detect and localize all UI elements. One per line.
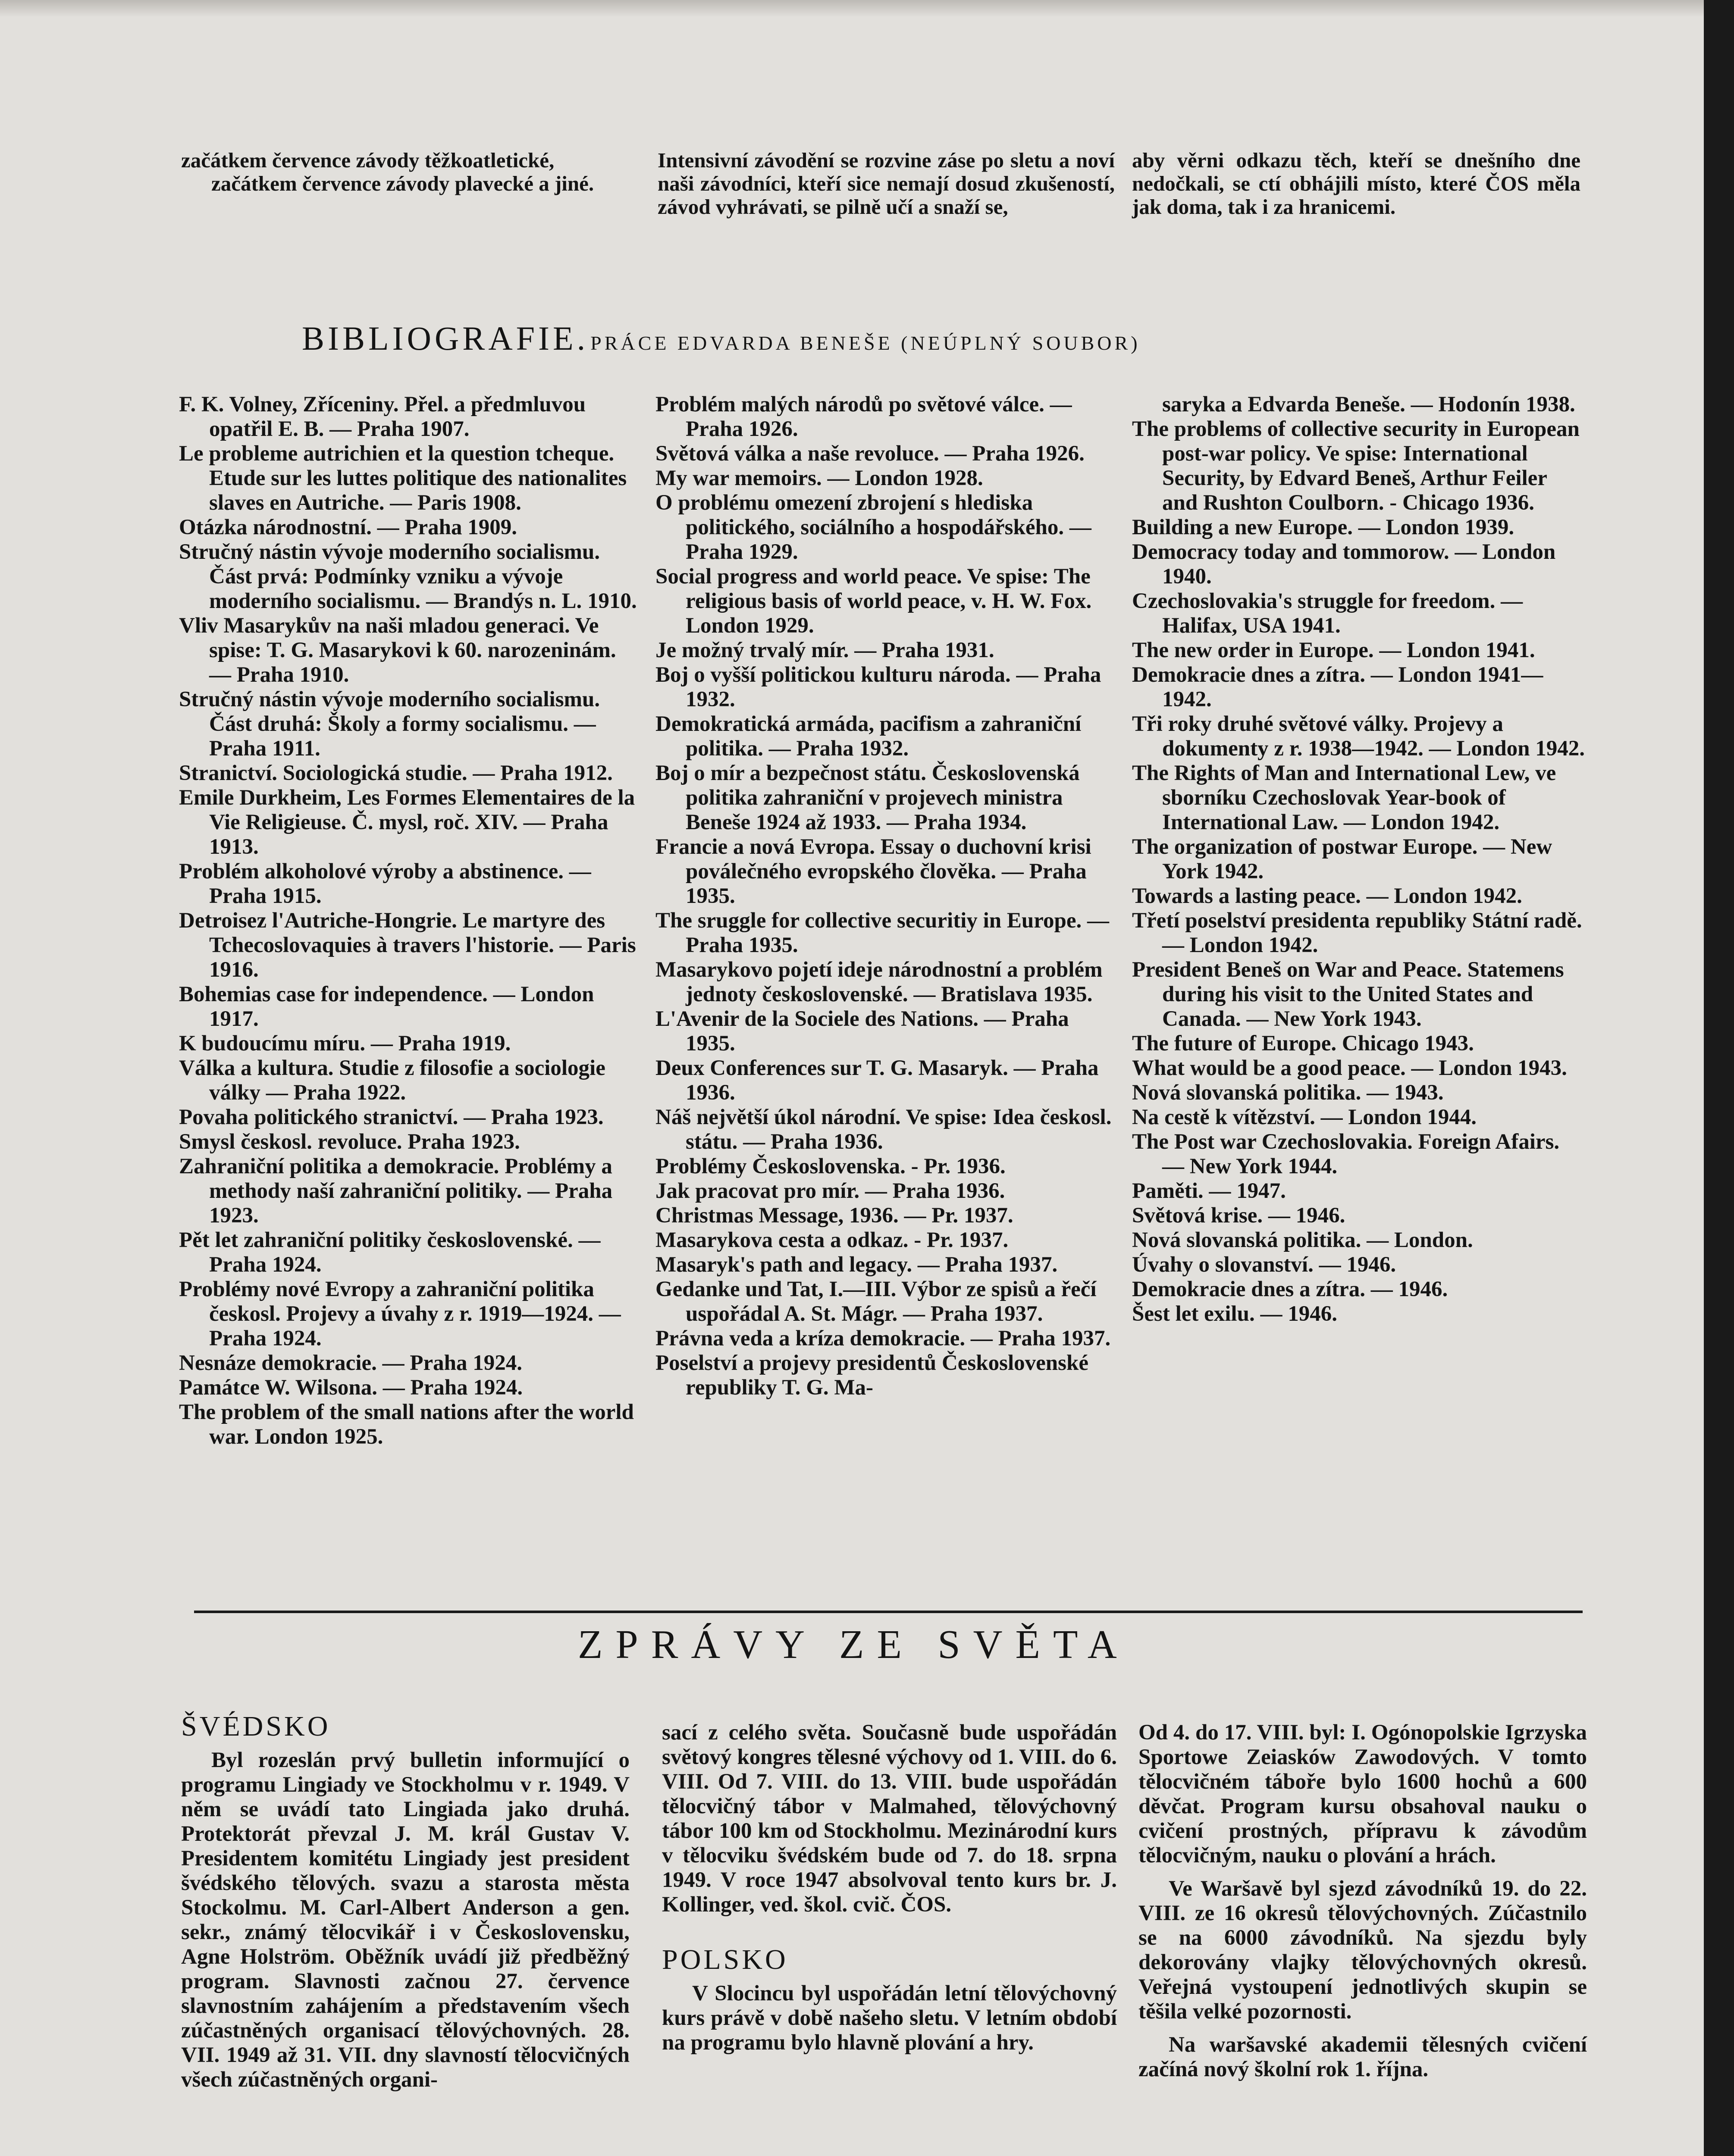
bibliography-entry: Building a new Europe. — London 1939. <box>1132 515 1515 539</box>
bibliography-subtitle: PRÁCE EDVARDA BENEŠE (NEÚPLNÝ SOUBOR) <box>590 332 1141 354</box>
bibliography-heading <box>302 319 1141 358</box>
bibliography-entry: Třetí poselství presidenta republiky Státní radě. — London 1942. <box>1132 909 1582 957</box>
sweden-article-text: Byl rozeslán prvý bulletin informující o programu Lingiady ve Stockholmu v r. 1949. V něm se uvádí tato Lingiada jako druhá. Protektorát převzal J. M. král Gustav V. Presidentem komitétu Lingiady jest president švédského tělových. svazu a starosta města Stockolmu. M. Carl-Albert Anderson a gen. sekr., známý tělocvikář i v Československu, Agne Holström. Oběžník uvádí již předběžný program. Slavnosti začnou 27. července slavnostním zahájením a představením všech zúčastněných organisací tělovýchovných. 28. VII. 1949 až 31. VII. dny slavností tělocvičných všech zúčastněných organi- <box>181 1748 630 2092</box>
bibliography-entry: Nová slovanská politika. — 1943. <box>1132 1081 1444 1105</box>
bibliography-entry: Světová krise. — 1946. <box>1132 1203 1345 1228</box>
top-fragment-col-3 <box>1132 149 1580 219</box>
bibliography-entry: Stručný nástin vývoje moderního socialismu. Část prvá: Podmínky vzniku a vývoje moderního socialismu. — Brandýs n. L. 1910. <box>179 540 637 613</box>
bibliography-entry: Masaryk's path and legacy. — Praha 1937. <box>655 1253 1058 1277</box>
bibliography-entry: Demokracie dnes a zítra. — 1946. <box>1132 1277 1448 1301</box>
bibliography-entry: Pět let zahraniční politiky československé. — Praha 1924. <box>179 1228 601 1277</box>
top-fragment-line: začátkem července závody plavecké a jiné. <box>211 172 594 195</box>
bibliography-entry: Emile Durkheim, Les Formes Elementaires de la Vie Religieuse. Č. mysl, roč. XIV. — Praha 1913. <box>179 786 635 859</box>
bibliography-entry: Je možný trvalý mír. — Praha 1931. <box>655 638 994 662</box>
bibliography-entry: Povaha politického stranictví. — Praha 1923. <box>179 1105 604 1129</box>
bibliography-column-2 <box>655 392 1117 1400</box>
bibliography-entry: Detroisez l'Autriche-Hongrie. Le martyre des Tchecoslovaquies à travers l'historie. — Paris 1916. <box>179 909 636 982</box>
bibliography-entry: Jak pracovat pro mír. — Praha 1936. <box>655 1179 1005 1203</box>
bibliography-entry: President Beneš on War and Peace. Statemens during his visit to the United States and Canada. — New York 1943. <box>1132 958 1564 1031</box>
bibliography-entry: The problem of the small nations after the world war. London 1925. <box>179 1400 634 1449</box>
bibliography-entry: Problém malých národů po světové válce. — Praha 1926. <box>655 392 1072 441</box>
bibliography-entry: Poselství a projevy presidentů Československé republiky T. G. Ma- <box>655 1351 1088 1400</box>
bibliography-entry: Otázka národnostní. — Praha 1909. <box>179 515 517 539</box>
bibliography-entry: Problémy nové Evropy a zahraniční politika českosl. Projevy a úvahy z r. 1919—1924. — Praha 1924. <box>179 1277 621 1351</box>
bibliography-entry: Stručný nástin vývoje moderního socialismu. Část druhá: Školy a formy socialismu. — Praha 1911. <box>179 687 600 761</box>
bibliography-entry: What would be a good peace. — London 1943. <box>1132 1056 1567 1080</box>
bibliography-column-3-entries <box>1132 417 1585 1326</box>
bibliography-entry: Towards a lasting peace. — London 1942. <box>1132 884 1522 908</box>
bibliography-entry: Czechoslovakia's struggle for freedom. — Halifax, USA 1941. <box>1132 589 1523 638</box>
bibliography-entry: The organization of postwar Europe. — New York 1942. <box>1132 835 1552 884</box>
bibliography-entry: Masarykova cesta a odkaz. - Pr. 1937. <box>655 1228 1009 1252</box>
bibliography-entry: Válka a kultura. Studie z filosofie a sociologie války — Praha 1922. <box>179 1056 605 1105</box>
news-column-2 <box>662 1720 1117 2055</box>
bibliography-entry: F. K. Volney, Zříceniny. Přel. a předmluvou opatřil E. B. — Praha 1907. <box>179 392 586 441</box>
bibliography-entry: L'Avenir de la Sociele des Nations. — Praha 1935. <box>655 1007 1069 1056</box>
bibliography-column-1 <box>179 392 643 1449</box>
bibliography-entry: Nová slovanská politika. — London. <box>1132 1228 1473 1252</box>
bibliography-entry: Francie a nová Evropa. Essay o duchovní krisi poválečného evropského člověka. — Praha 1935. <box>655 835 1091 908</box>
bibliography-entry: Masarykovo pojetí ideje národnostní a problém jednoty československé. — Bratislava 1935. <box>655 958 1103 1006</box>
bibliography-entry: Demokratická armáda, pacifism a zahraniční politika. — Praha 1932. <box>655 712 1082 761</box>
bibliography-entry: The future of Europe. Chicago 1943. <box>1132 1031 1474 1056</box>
bibliography-entry-continued: saryka a Edvarda Beneše. — Hodonín 1938. <box>1162 392 1575 417</box>
bibliography-entry: Stranictví. Sociologická studie. — Praha 1912. <box>179 761 613 785</box>
bibliography-entry: Social progress and world peace. Ve spise: The religious basis of world peace, v. H. W. Fox. London 1929. <box>655 564 1092 638</box>
bibliography-entry: The problems of collective security in European post-war policy. Ve spise: International Security, by Edvard Beneš, Arthur Feiler and Rushton Coulborn. - Chicago 1936. <box>1132 417 1580 515</box>
bibliography-entry: My war memoirs. — London 1928. <box>655 466 983 490</box>
top-fragment-col-1 <box>181 149 638 195</box>
bibliography-entry: Nesnáze demokracie. — Praha 1924. <box>179 1351 523 1375</box>
top-fragment-text: aby věrni odkazu těch, kteří se dnešního dne nedočkali, se ctí obhájili místo, které ČOS měla jak doma, tak i za hranicemi. <box>1132 148 1580 219</box>
bibliography-entry: Deux Conferences sur T. G. Masaryk. — Praha 1936. <box>655 1056 1099 1105</box>
bibliography-entry: The new order in Europe. — London 1941. <box>1132 638 1535 662</box>
bibliography-entry: Problém alkoholové výroby a abstinence. — Praha 1915. <box>179 859 591 908</box>
bibliography-entry: Památce W. Wilsona. — Praha 1924. <box>179 1376 523 1400</box>
bibliography-entry: The sruggle for collective securitiy in Europe. — Praha 1935. <box>655 909 1109 957</box>
news-section-title: ZPRÁVY ZE SVĚTA <box>578 1622 1130 1667</box>
top-fragment-line: začátkem července závody těžkoatletické, <box>181 148 555 172</box>
bibliography-entry: Problémy Československa. - Pr. 1936. <box>655 1154 1006 1178</box>
bibliography-entry: Demokracie dnes a zítra. — London 1941—1942. <box>1132 663 1543 711</box>
bibliography-entry: The Post war Czechoslovakia. Foreign Afairs. — New York 1944. <box>1132 1130 1560 1178</box>
scan-top-shadow <box>0 0 1734 17</box>
bibliography-entry: Světová válka a naše revoluce. — Praha 1926. <box>655 442 1085 466</box>
bibliography-entry: Christmas Message, 1936. — Pr. 1937. <box>655 1203 1013 1228</box>
news-column-1 <box>181 1711 630 2092</box>
sweden-heading: ŠVÉDSKO <box>181 1711 331 1742</box>
poland-paragraph-1: V Slocincu byl uspořádán letní tělovýchovný kurs právě v době našeho sletu. V letním období na programu bylo hlavně plování a hry. <box>662 1981 1117 2055</box>
bibliography-entry: Democracy today and tommorow. — London 1940. <box>1132 540 1556 589</box>
bibliography-entry: Právna veda a kríza demokracie. — Praha 1937. <box>655 1326 1111 1351</box>
bibliography-title: BIBLIOGRAFIE. <box>302 320 589 357</box>
poland-paragraph-3: Ve Waršavě byl sjezd závodníků 19. do 22. VIII. ze 16 okresů tělovýchovných. Zúčastnilo se na 6000 závodníků. Na sjezdu byly dekorovány vlajky tělovýchovných okresů. Veřejná vystoupení jednotlivých skupin se těšila velké pozornosti. <box>1138 1877 1587 2024</box>
bibliography-entry: Zahraniční politika a demokracie. Problémy a methody naší zahraniční politiky. — Praha 1923. <box>179 1154 613 1228</box>
bibliography-entry: The Rights of Man and International Lew, ve sborníku Czechoslovak Year-book of International Law. — London 1942. <box>1132 761 1556 834</box>
poland-heading: POLSKO <box>662 1944 788 1975</box>
bibliography-entry: Boj o vyšší politickou kulturu národa. — Praha 1932. <box>655 663 1101 711</box>
bibliography-entry: Bohemias case for independence. — London 1917. <box>179 982 594 1031</box>
bibliography-entry: Na cestě k vítězství. — London 1944. <box>1132 1105 1477 1129</box>
bibliography-entry: K budoucímu míru. — Praha 1919. <box>179 1031 511 1056</box>
poland-paragraph-4: Na waršavské akademii tělesných cvičení začíná nový školní rok 1. října. <box>1138 2033 1587 2081</box>
sweden-article-continued: sací z celého světa. Současně bude uspořádán světový kongres tělesné výchovy od 1. VIII. do 6. VIII. Od 7. VIII. do 13. VIII. bude uspořádán tělocvičný tábor v Malmahed, tělovýchovný tábor 100 km od Stockholmu. Mezinárodní kurs v tělocviku švédském bude od 7. do 18. srpna 1949. V roce 1947 absolvoval tento kurs br. J. Kollinger, ved. škol. cvič. ČOS. <box>662 1720 1117 1917</box>
poland-paragraph-2: Od 4. do 17. VIII. byl: I. Ogónopolskie Igrzyska Sportowe Zeiasków Zawodových. V tomto tělocvičném táboře bylo 1600 hochů a 600 děvčat. Program kursu obsahoval nauku o cvičení prostných, přípravu k závodům tělocvičným, nauku o plování a hrách. <box>1138 1720 1587 1868</box>
bibliography-entry: Tři roky druhé světové války. Projevy a dokumenty z r. 1938—1942. — London 1942. <box>1132 712 1585 761</box>
bibliography-entry: Vliv Masarykův na naši mladou generaci. Ve spise: T. G. Masarykovi k 60. narozeninám. — Praha 1910. <box>179 614 616 687</box>
bibliography-entry: Šest let exilu. — 1946. <box>1132 1302 1337 1326</box>
bibliography-entry: Le probleme autrichien et la question tcheque. Etude sur les luttes politique des nationalites slaves en Autriche. — Paris 1908. <box>179 442 627 515</box>
bibliography-column-3 <box>1132 392 1585 1326</box>
bibliography-entry: Úvahy o slovanství. — 1946. <box>1132 1253 1396 1277</box>
bibliography-entry: Smysl českosl. revoluce. Praha 1923. <box>179 1130 520 1154</box>
bibliography-entry: Náš největší úkol národní. Ve spise: Idea českosl. státu. — Praha 1936. <box>655 1105 1112 1154</box>
news-column-3 <box>1138 1720 1587 2082</box>
bibliography-entry: Paměti. — 1947. <box>1132 1179 1286 1203</box>
bibliography-entry: O problému omezení zbrojení s hlediska politického, sociálního a hospodářského. — Praha 1929. <box>655 491 1091 564</box>
bibliography-entry: Gedanke und Tat, I.—III. Výbor ze spisů a řečí uspořádal A. St. Mágr. — Praha 1937. <box>655 1277 1097 1326</box>
bibliography-entry: Boj o mír a bezpečnost státu. Československá politika zahraniční v projevech ministra Beneše 1924 až 1933. — Praha 1934. <box>655 761 1080 834</box>
top-fragment-text: Intensivní závodění se rozvine záse po sletu a noví naši závodníci, kteří sice nemají dosud zkušeností, závod vyhrávati, se pilně učí a snaží se, <box>658 148 1115 219</box>
top-fragment-col-2 <box>658 149 1115 219</box>
scan-right-edge <box>1704 0 1734 2156</box>
section-divider <box>194 1611 1583 1613</box>
